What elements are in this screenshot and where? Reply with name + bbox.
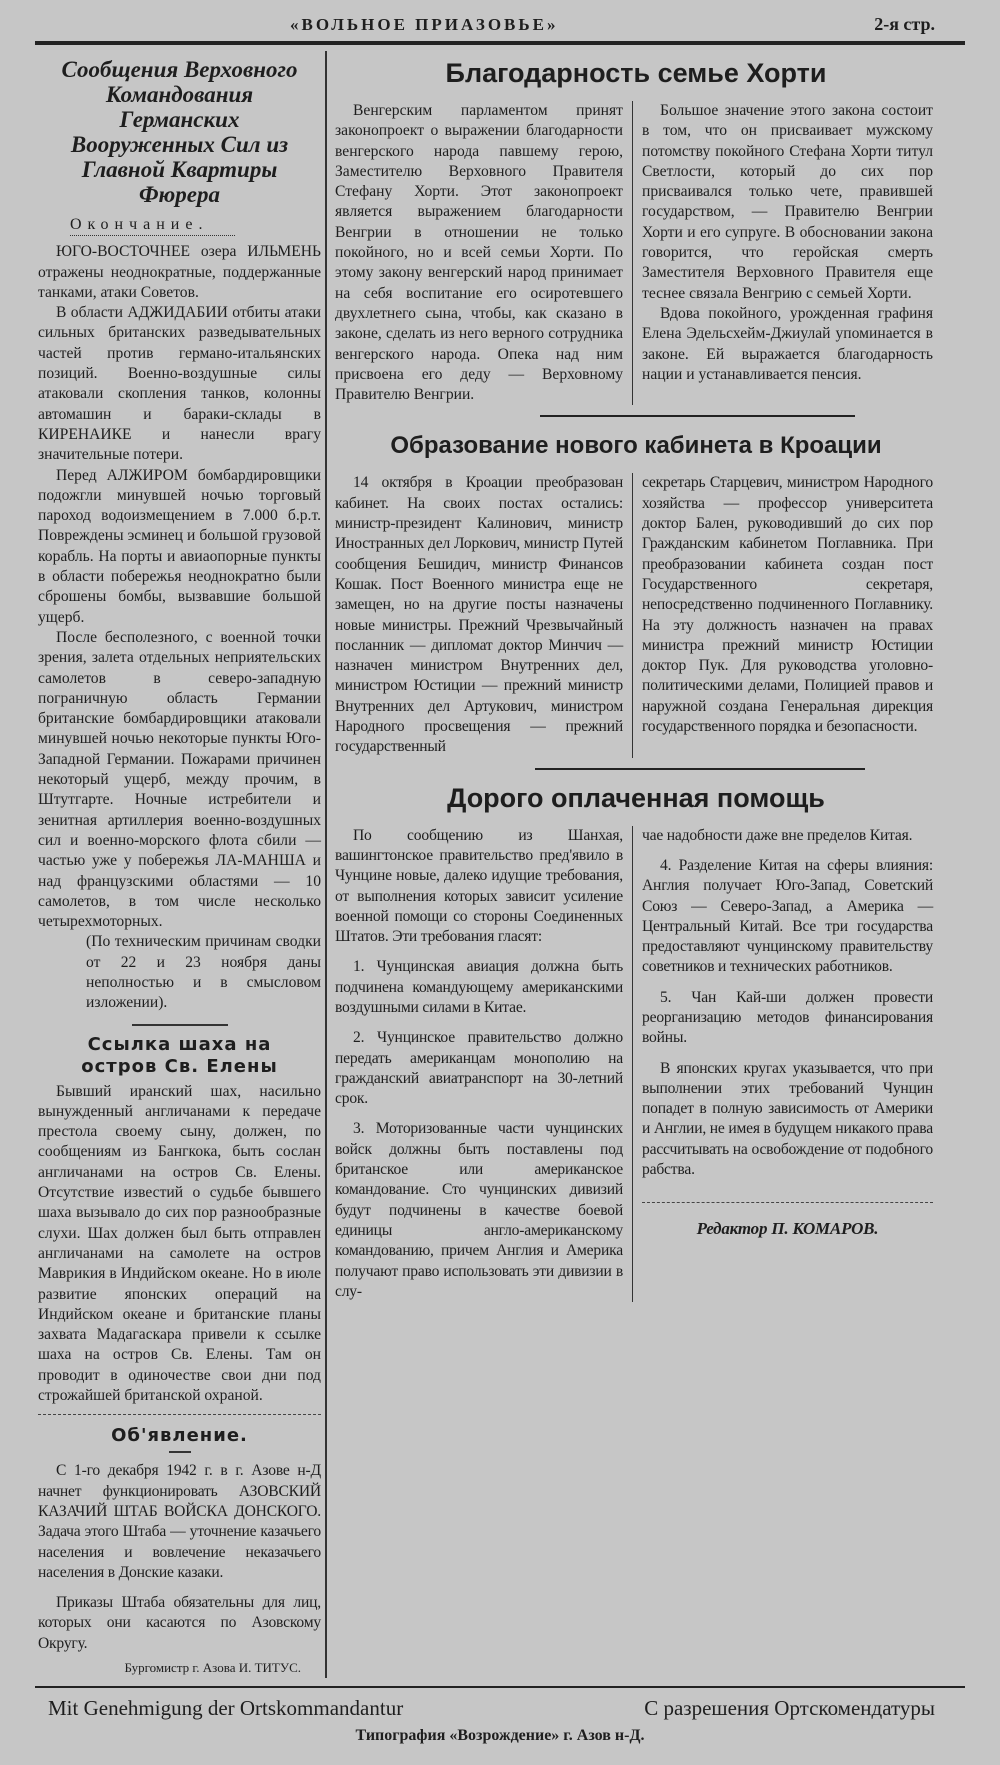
communique-subtitle: Окончание. [70, 215, 235, 236]
divider [132, 1024, 228, 1026]
paragraph: По сообщению из Шанхая, вашингтонское правительство пред'явило в Чунцине новые, далеко идущие требования, от выполнения которых зависит усиление военной помощи со стороны Соединенных Штатов. Эти требования гласят: [335, 826, 623, 946]
editor-signature: Редактор П. КОМАРОВ. [696, 1219, 879, 1239]
divider [642, 1202, 933, 1203]
croatia-article [335, 431, 937, 769]
paragraph: После бесполезного, с военной точки зрения, залета отдельных неприятельских самолетов в северо-западную пограничную область Германии британские бомбардировщики атаковали минувшей ночью некоторые пункты Юго-Западной Германии. Пожарами причинен некоторый ущерб, между прочим, в Штутгарте. Ночные истребители и зенитная артиллерия военно-воздушных сил и военно-морского флота сбили — частью уже у побережья ЛА-МАНША и над французскими областями — 10 самолетов, в том числе несколько четырехмоторных. [38, 628, 321, 931]
paragraph: В японских кругах указывается, что при выполнении этих требований Чунцин попадет в полную зависимость от Америки и Англии, не имея в будущем никакого права рассчитывать на освобождение от подобного рабства. [642, 1059, 933, 1179]
croatia-col1 [335, 473, 623, 757]
horthy-body [335, 101, 937, 405]
paragraph: 4. Разделение Китая на сферы влияния: Англия получает Юго-Запад, Советский Союз — Северо-Запад, а Америка — Центральный Китай. Все три государства предоставляют чунцинскому правительству советников и технических работников. [642, 856, 933, 976]
divider [38, 1414, 321, 1415]
paragraph: ЮГО-ВОСТОЧНЕЕ озера ИЛЬМЕНЬ отражены неоднократные, поддержанные танками, атаки Советов. [38, 243, 321, 301]
footer [35, 1686, 965, 1745]
paragraph: Венгерским парламентом принят законопроект о выражении благодарности венгерского народа павшему герою, Заместителю Верховного Правителя Стефану Хорти. Этот законопроект является выражением благодарности Венгрии в отношении не только покойного, но и всей семьи Хорти. По этому закону венгерский народ принимает на себя воспитание его осиротевшего двухлетнего сына, чтобы, как сказано в законе, сделать из него верного сотрудника венгерского народа. Опека над ним присвоена его деду — Верховному Правителю Венгрии. [335, 102, 623, 404]
paragraph: Большое значение этого закона состоит в том, что он присваивает мужскому потомству покойного Стефана Хорти титул Светлости, который до сих пор присваивался только чете, правившей государством, — Правителю Венгрии Хорти и его супруге. В обосновании закона говорится, что геройская смерть Заместителя Верховного Правителя еще теснее связала Венгрию с семьей Хорти. [642, 102, 933, 302]
main-content [35, 45, 965, 1678]
shah-text: Бывший иранский шах, насильно вынужденный англичанами к передаче престола своему сыну, должен, по сообщениям из Бангкока, быть сослан англичанами на остров Св. Елены. Отсутствие известий о судьбе бывшего шаха вызывало до сих пор разнообразные слухи. Шах должен был быть отправлен англичанами на самолете на остров Маврикия в Индийском океане. Но в июле развитие японских операций на Индийском океане и британские планы захвата Мадагаскара привели к ссылке шаха на остров Св. Елены. Там он проводит в одиночестве свои дни под строжайшей британской охраной. [38, 1082, 321, 1405]
note: (По техническим причинам сводки от 22 и 23 ноября даны неполностью и в смысловом изложении). [86, 933, 321, 1012]
divider [540, 415, 855, 417]
paragraph: В области АДЖИДАБИИ отбиты атаки сильных британских разведывательных частей против германо-итальянских позиций. Военно-воздушные силы атаковали скопления танков, колонны автомашин и бараки-склады в КИРЕНАИКЕ и нанесли врагу значительные потери. [38, 304, 321, 464]
paragraph: чае надобности даже вне пределов Китая. [642, 826, 913, 844]
page-number: 2-я стр. [874, 14, 935, 34]
paragraph: 2. Чунцинское правительство должно передать американцам монополию на гражданский авиатранспорт на 30-летний срок. [335, 1029, 623, 1108]
help-title: Дорого оплаченная помощь [447, 782, 825, 813]
help-col1 [335, 826, 623, 1303]
horthy-col1 [335, 101, 623, 405]
notice-paragraph: С 1-го декабря 1942 г. в г. Азове н-Д начнет функционировать АЗОВСКИЙ КАЗАЧИЙ ШТАБ ВОЙСКА ДОНСКОГО. Задача этого Штаба — уточнение казачьего населения и вовлечение неказачьего населения в Донские казаки. [38, 1462, 321, 1581]
divider [169, 1451, 191, 1453]
horthy-col2 [632, 101, 933, 405]
croatia-col2 [632, 473, 933, 757]
croatia-body [335, 473, 937, 757]
paragraph: 1. Чунцинская авиация должна быть подчинена командующему американскими воздушными силами в Китае. [335, 958, 623, 1016]
footer-printer: Типография «Возрождение» г. Азов н-Д. [355, 1727, 645, 1745]
paragraph: 5. Чан Кай-ши должен провести реорганизацию методов финансирования войны. [642, 988, 933, 1047]
paragraph: 3. Моторизованные части чунцинских войск должны быть поставлены под британское или американское командование. Сто чунцинских дивизий будут подчинены в качестве боевой единицы англо-американскому командованию, причем Англия и Америка получают право использовать эти дивизии в слу- [335, 1120, 623, 1300]
notice-paragraph: Приказы Штаба обязательны для лиц, которых они касаются по Азовскому Округу. [38, 1594, 321, 1652]
croatia-title: Образование нового кабинета в Кроации [390, 432, 882, 460]
horthy-title: Благодарность семье Хорти [445, 58, 827, 88]
paragraph: секретарь Старцевич, министром Народного хозяйства — профессор университета доктор Бален, руководивший до сих пор Гражданским кабинетом Поглавника. При преобразовании кабинета создан пост Государственного секретаря, непосредственно подчиненного Поглавнику. На эту должность назначен на правах министра прежний министр Юстиции доктор Пук. Для руководства уголовно-политическими делами, Полицией правов и наружной создана Генеральная дирекция государственного порядка и безопасности. [642, 474, 933, 736]
paragraph: 14 октября в Кроации преобразован кабинет. На своих постах остались: министр-президент Калинович, министр Иностранных дел Лоркович, министр Путей сообщения Бешидич, министр Финансов Кошак. Пост Военного министра еще не замещен, но на другие посты назначены новые министры. Прежний Чрезвычайный посланник — дипломат доктор Минчич — назначен министром Внутренних дел, министром Юстиции — прежний министр Внутренних дел Артукович, министром Народного просвещения — прежний государственный [335, 474, 623, 756]
notice-title: Об'явление. [111, 1425, 248, 1447]
paragraph: Перед АЛЖИРОМ бомбардировщики подожгли минувшей ночью торговый пароход водоизмещением в 7.000 б.р.т. Повреждены эсминец и большой грузовой корабль. На порты и авиаопорные пункты в области побережья неоднократно были сброшены бомбы, вызвавшие большой ущерб. [38, 466, 321, 626]
horthy-article [335, 57, 937, 417]
footer-russian: С разрешения Ортскомендатуры [644, 1696, 935, 1721]
left-column [35, 45, 325, 1678]
divider [535, 768, 865, 770]
notice-signature: Бургомистр г. Азова И. ТИТУС. [124, 1660, 301, 1675]
help-col2 [632, 826, 933, 1303]
shah-title: Ссылка шаха на остров Св. Елены [81, 1033, 278, 1077]
masthead [35, 14, 965, 35]
communique-title: Сообщения Верховного Командования Германских Вооруженных Сил из Главной Квартиры Фюрера [61, 57, 298, 207]
newspaper-title: «ВОЛЬНОЕ ПРИАЗОВЬЕ» [290, 15, 559, 34]
paragraph: Вдова покойного, урожденная графиня Елена Эдельсхейм-Джиулай упоминается в законе. Ей выражается благодарность нации и устанавливается пенсия. [642, 304, 933, 383]
right-area [327, 45, 937, 1678]
footer-permission-row [35, 1696, 965, 1721]
help-article [335, 782, 937, 1303]
help-body [335, 826, 937, 1303]
footer-german: Mit Genehmigung der Ortskommandantur [48, 1696, 404, 1721]
